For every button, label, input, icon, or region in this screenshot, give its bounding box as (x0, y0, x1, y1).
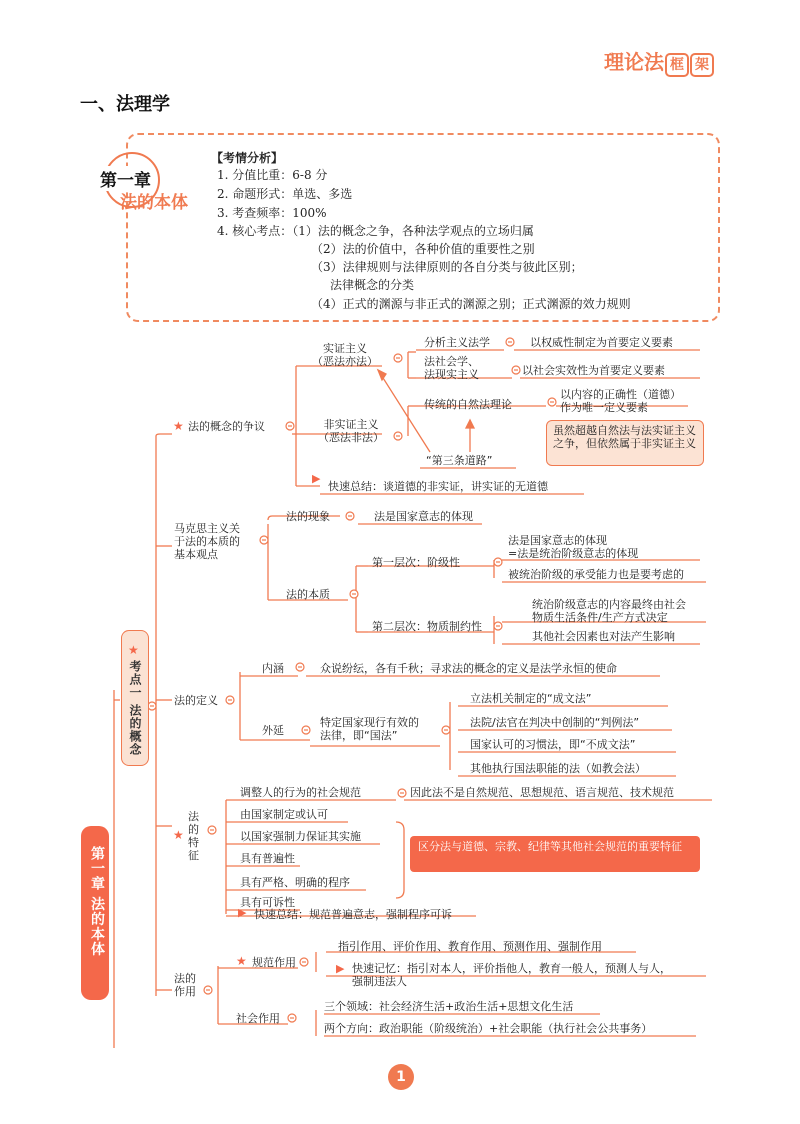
star-icon: ★ (128, 643, 139, 657)
exam-line: （3）法律规则与法律原则的各自分类与彼此区别； (311, 260, 583, 274)
page-number: 1 (388, 1064, 414, 1090)
callout-third-path: 虽然超越自然法与法实证主义之争，但依然属于非实证主义 (546, 420, 704, 466)
chapter-number: 第一章 (98, 166, 153, 191)
exam-line: 3. 考查频率：100% (217, 206, 327, 220)
node-w1: 立法机关制定的“成文法” (470, 692, 592, 705)
node-feishizheng: 非实证主义 （恶法非法） (318, 418, 384, 444)
node-shehuizy-b: 两个方向：政治职能（阶级统治）+社会职能（执行社会公共事务） (324, 1022, 653, 1035)
node-guifan-a: 指引作用、评价作用、教育作用、预测作用、强制作用 (338, 940, 602, 953)
node-ceng1-b: 被统治阶级的承受能力也是要考虑的 (508, 568, 684, 581)
node-neihan-desc: 众说纷纭，各有千秋；寻求法的概念的定义是法学永恒的使命 (320, 662, 617, 675)
brand-main: 理论法 (604, 50, 664, 74)
node-ceng2-a: 统治阶级意志的内容最终由社会 物质生活条件/生产方式决定 (532, 598, 686, 624)
exam-line: 法律概念的分类 (330, 278, 415, 292)
node-shehuizy: 社会作用 (236, 1012, 280, 1025)
node-makesi: 马克思主义关 于法的本质的 基本观点 (174, 522, 240, 561)
node-kuaisu2: 快速总结：规范普遍意志，强制程序可诉 (254, 908, 452, 921)
node-t5: 具有严格、明确的程序 (240, 876, 350, 889)
node-dingyi: 法的定义 (174, 694, 218, 707)
node-zhengyi: 法的概念的争议 (188, 420, 265, 433)
node-waiyan: 外延 (262, 724, 284, 737)
flag-icon: ▶ (238, 906, 247, 919)
node-neihan: 内涵 (262, 662, 284, 675)
node-ziran: 传统的自然法理论 (424, 398, 512, 411)
node-ceng1-a: 法是国家意志的体现 =法是统治阶级意志的体现 (508, 534, 639, 560)
node-ziran-desc: 以内容的正确性（道德） 作为唯一定义要素 (560, 388, 681, 414)
node-guifan-b: 快速记忆：指引对本人，评价指他人，教育一般人，预测人与人， 强制违法人 (352, 962, 671, 988)
chapter-title: 法的本体 (120, 193, 188, 213)
chapter-side-label: 第一章 法的本体 (89, 846, 105, 957)
node-waiyan-mid: 特定国家现行有效的 法律，即“国法” (320, 716, 419, 742)
node-t1-desc: 因此法不是自然规范、思想规范、语言规范、技术规范 (410, 786, 674, 799)
node-xianxiang-desc: 法是国家意志的体现 (374, 510, 473, 523)
exam-line: （2）法的价值中，各种价值的重要性之别 (311, 242, 535, 256)
node-shehui: 法社会学、 法现实主义 (424, 355, 479, 381)
node-t6: 具有可诉性 (240, 896, 295, 909)
node-t3: 以国家强制力保证其实施 (240, 830, 361, 843)
kaodian-label: 考点一 法的概念 (128, 660, 142, 757)
brand-box-2: 架 (690, 53, 714, 77)
node-fenxi: 分析主义法学 (424, 336, 490, 349)
star-icon: ★ (236, 954, 247, 968)
exam-heading: 【考情分析】 (211, 151, 284, 165)
node-kuaisu1: 快速总结：谈道德的非实证，讲实证的无道德 (328, 480, 548, 493)
node-zuoyong: 法的 作用 (174, 972, 196, 998)
section-title: 一、法理学 (80, 94, 170, 115)
node-t4: 具有普遍性 (240, 852, 295, 865)
star-icon: ★ (173, 419, 184, 433)
node-shizheng: 实证主义 （恶法亦法） (312, 342, 378, 368)
node-w3: 国家认可的习惯法，即“不成文法” (470, 738, 636, 751)
star-icon: ★ (173, 828, 184, 842)
node-shehuizy-a: 三个领域：社会经济生活+政治生活+思想文化生活 (324, 1000, 574, 1013)
node-guifan: 规范作用 (252, 956, 296, 969)
important-feature-box: 区分法与道德、宗教、纪律等其他社会规范的重要特征 (410, 836, 700, 872)
flag-icon: ▶ (336, 962, 345, 975)
exam-line: 4. 核心考点：（1）法的概念之争，各种法学观点的立场归属 (217, 224, 534, 238)
node-tezheng: 法 的 特 征 (188, 810, 199, 862)
node-ceng1: 第一层次：阶级性 (372, 556, 460, 569)
node-shehui-desc: 以社会实效性为首要定义要素 (522, 364, 665, 377)
node-t2: 由国家制定或认可 (240, 808, 328, 821)
exam-line: 1. 分值比重：6-8 分 (217, 168, 328, 182)
node-benzhi: 法的本质 (286, 588, 330, 601)
flag-icon: ▶ (312, 472, 321, 485)
exam-line: （4）正式的渊源与非正式的渊源之别；正式渊源的效力规则 (311, 297, 631, 311)
node-t1: 调整人的行为的社会规范 (240, 786, 361, 799)
node-fenxi-desc: 以权威性制定为首要定义要素 (530, 336, 673, 349)
node-ceng2-b: 其他社会因素也对法产生影响 (532, 630, 675, 643)
brand-box-1: 框 (665, 53, 689, 77)
node-xianxiang: 法的现象 (286, 510, 330, 523)
node-w4: 其他执行国法职能的法（如教会法） (470, 762, 646, 775)
node-ceng2: 第二层次：物质制约性 (372, 620, 482, 633)
node-disan: “第三条道路” (426, 454, 493, 467)
exam-line: 2. 命题形式：单选、多选 (217, 187, 353, 201)
node-w2: 法院/法官在判决中创制的“判例法” (470, 716, 640, 729)
